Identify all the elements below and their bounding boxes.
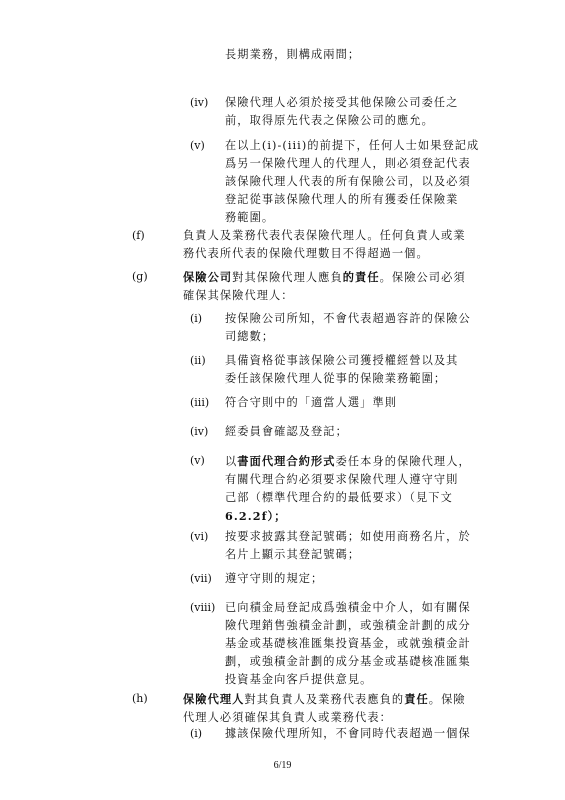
bold-term: 責任 <box>404 692 429 706</box>
continuation-line: 長期業務，則構成兩間； <box>225 48 361 61</box>
section-text: 保險代理人對其負責人及業務代表應負的責任。保險 代理人必須確保其負責人或業務代表： <box>183 692 466 724</box>
subitem-text: 據該保險代理所知，不會同時代表超過一個保 <box>225 727 471 740</box>
bold-term: 保險代理人 <box>183 692 245 706</box>
subitem-label: (vii) <box>190 572 212 585</box>
section-label: (g) <box>132 270 148 283</box>
bold-term: 的責任 <box>342 270 380 284</box>
subitem-label: (iii) <box>190 396 210 409</box>
subitem-label: (i) <box>190 727 203 740</box>
item-label: (iv) <box>190 96 209 109</box>
page-number: 6/19 <box>273 760 292 771</box>
section-label: (f) <box>132 229 145 242</box>
subitem-text: 以書面代理合約形式委任本身的保險代理人， 有關代理合約必須要求保險代理人遵守守則 己部（標準代理合約的最低要求）（見下文 6.2.2f）； <box>225 454 471 523</box>
section-text: 負責人及業務代表代表保險代理人。任何負責人或業 務代表所代表的保險代理數目不得超過一個。 <box>183 229 466 260</box>
subitem-text: 已向積金局登記成爲強積金中介人，如有關保 險代理銷售強積金計劃，或強積金計劃的成分 基金或基礎核准匯集投資基金，或就強積金計 劃，或強積金計劃的成分基金或基礎核准匯集 投資基金向客戶提供意見。 <box>225 601 471 686</box>
subitem-label: (iv) <box>190 425 209 438</box>
subitem-label: (v) <box>190 454 205 467</box>
bold-term: 保險公司 <box>183 270 233 284</box>
section-text: 保險公司對其保險代理人應負的責任。保險公司必須 確保其保險代理人： <box>183 270 466 302</box>
subitem-label: (viii) <box>190 601 216 614</box>
subitem-label: (ii) <box>190 354 206 367</box>
item-text: 保險代理人必須於接受其他保險公司委任之 前，取得原先代表之保險公司的應允。 <box>225 96 459 127</box>
subitem-text: 具備資格從事該保險公司獲授權經營以及其 委任該保險代理人從事的保險業務範圍； <box>225 354 459 385</box>
item-label: (v) <box>190 139 205 152</box>
subitem-label: (i) <box>190 312 203 325</box>
subitem-text: 按保險公司所知，不會代表超過容許的保險公 司總數； <box>225 312 471 343</box>
subitem-label: (vi) <box>190 530 209 543</box>
subitem-text: 遵守守則的規定； <box>225 572 324 585</box>
subitem-text: 按要求披露其登記號碼；如使用商務名片，於 名片上顯示其登記號碼； <box>225 530 471 561</box>
subitem-text: 符合守則中的「適當人選」準則 <box>225 396 398 409</box>
section-label: (h) <box>132 692 148 705</box>
item-text: 在以上(i)-(iii)的前提下，任何人士如果登記成 爲另一保險代理人的代理人，則必須登記代表 該保險代理人代表的所有保險公司，以及必須 登記從事該保險代理人的所有獲委任保險業 務範圍。 <box>225 139 480 224</box>
subitem-text: 經委員會確認及登記； <box>225 425 348 438</box>
bold-term: 書面代理合約形式 <box>237 454 336 468</box>
